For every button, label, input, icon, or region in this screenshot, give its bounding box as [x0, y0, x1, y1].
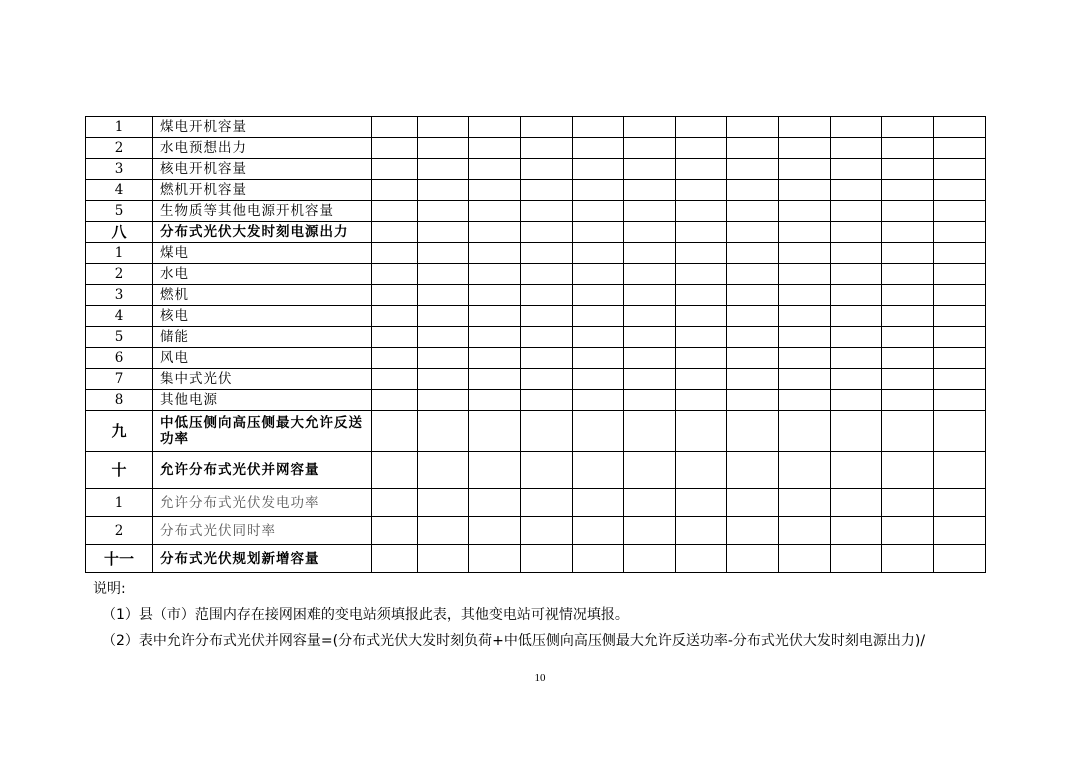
value-cell	[624, 517, 676, 545]
table-row	[86, 201, 986, 222]
value-cell	[831, 489, 882, 517]
value-cell	[418, 369, 469, 390]
value-cell	[727, 390, 779, 411]
value-cell	[779, 489, 831, 517]
value-cell	[676, 327, 727, 348]
row-number: 5	[86, 201, 153, 222]
value-cell	[573, 517, 624, 545]
value-cell	[372, 390, 418, 411]
row-number: 九	[86, 411, 153, 452]
table-row	[86, 306, 986, 327]
row-number: 2	[86, 138, 153, 159]
value-cell	[934, 545, 986, 573]
row-number: 7	[86, 369, 153, 390]
value-cell	[727, 369, 779, 390]
value-cell	[624, 285, 676, 306]
value-cell	[779, 117, 831, 138]
value-cell	[934, 201, 986, 222]
page-number: 10	[534, 672, 546, 684]
value-cell	[573, 452, 624, 489]
value-cell	[624, 138, 676, 159]
value-cell	[831, 138, 882, 159]
value-cell	[372, 545, 418, 573]
value-cell	[418, 489, 469, 517]
value-cell	[882, 138, 934, 159]
value-cell	[573, 348, 624, 369]
value-cell	[372, 201, 418, 222]
value-cell	[521, 159, 573, 180]
value-cell	[624, 159, 676, 180]
value-cell	[469, 180, 521, 201]
value-cell	[882, 306, 934, 327]
value-cell	[727, 201, 779, 222]
value-cell	[831, 159, 882, 180]
value-cell	[779, 306, 831, 327]
value-cell	[779, 545, 831, 573]
value-cell	[779, 138, 831, 159]
value-cell	[779, 390, 831, 411]
value-cell	[573, 545, 624, 573]
value-cell	[831, 222, 882, 243]
value-cell	[831, 517, 882, 545]
value-cell	[624, 180, 676, 201]
value-cell	[882, 517, 934, 545]
value-cell	[727, 285, 779, 306]
value-cell	[676, 390, 727, 411]
value-cell	[372, 285, 418, 306]
value-cell	[831, 369, 882, 390]
value-cell	[676, 222, 727, 243]
value-cell	[934, 138, 986, 159]
value-cell	[676, 411, 727, 452]
value-cell	[882, 489, 934, 517]
value-cell	[831, 264, 882, 285]
value-cell	[573, 390, 624, 411]
value-cell	[779, 327, 831, 348]
value-cell	[469, 222, 521, 243]
value-cell	[831, 285, 882, 306]
value-cell	[624, 327, 676, 348]
value-cell	[521, 390, 573, 411]
value-cell	[934, 243, 986, 264]
value-cell	[676, 369, 727, 390]
note-line-1: （1）县（市）范围内存在接网困难的变电站须填报此表，其他变电站可视情况填报。	[102, 607, 629, 623]
value-cell	[779, 264, 831, 285]
value-cell	[521, 222, 573, 243]
value-cell	[573, 327, 624, 348]
value-cell	[831, 180, 882, 201]
value-cell	[831, 545, 882, 573]
value-cell	[521, 285, 573, 306]
value-cell	[418, 159, 469, 180]
value-cell	[372, 159, 418, 180]
value-cell	[882, 348, 934, 369]
row-item-name: 煤电	[153, 243, 372, 264]
row-number: 6	[86, 348, 153, 369]
value-cell	[882, 327, 934, 348]
value-cell	[934, 180, 986, 201]
row-item-name: 中低压侧向高压侧最大允许反送功率	[153, 411, 372, 452]
value-cell	[573, 285, 624, 306]
table-row	[86, 138, 986, 159]
value-cell	[624, 222, 676, 243]
value-cell	[521, 243, 573, 264]
value-cell	[831, 306, 882, 327]
value-cell	[624, 452, 676, 489]
value-cell	[727, 452, 779, 489]
data-table	[85, 116, 986, 573]
value-cell	[418, 138, 469, 159]
value-cell	[831, 348, 882, 369]
row-item-name: 风电	[153, 348, 372, 369]
value-cell	[934, 411, 986, 452]
value-cell	[624, 545, 676, 573]
value-cell	[882, 222, 934, 243]
table-row	[86, 117, 986, 138]
row-number: 8	[86, 390, 153, 411]
value-cell	[676, 489, 727, 517]
table-row	[86, 545, 986, 573]
value-cell	[934, 285, 986, 306]
value-cell	[676, 264, 727, 285]
value-cell	[882, 390, 934, 411]
value-cell	[727, 264, 779, 285]
value-cell	[469, 243, 521, 264]
value-cell	[521, 348, 573, 369]
row-item-name: 其他电源	[153, 390, 372, 411]
value-cell	[727, 489, 779, 517]
value-cell	[573, 369, 624, 390]
row-number: 2	[86, 517, 153, 545]
value-cell	[831, 452, 882, 489]
value-cell	[882, 159, 934, 180]
row-item-name: 水电	[153, 264, 372, 285]
row-item-name: 燃机开机容量	[153, 180, 372, 201]
value-cell	[779, 411, 831, 452]
value-cell	[521, 264, 573, 285]
value-cell	[624, 348, 676, 369]
value-cell	[934, 327, 986, 348]
value-cell	[372, 517, 418, 545]
row-item-name: 分布式光伏大发时刻电源出力	[153, 222, 372, 243]
row-item-name: 生物质等其他电源开机容量	[153, 201, 372, 222]
value-cell	[521, 517, 573, 545]
notes-title: 说明:	[93, 581, 126, 597]
value-cell	[573, 180, 624, 201]
row-number: 4	[86, 180, 153, 201]
value-cell	[573, 306, 624, 327]
value-cell	[573, 264, 624, 285]
value-cell	[676, 243, 727, 264]
value-cell	[372, 348, 418, 369]
notes-section	[90, 576, 1010, 654]
value-cell	[418, 411, 469, 452]
row-number: 3	[86, 285, 153, 306]
value-cell	[469, 390, 521, 411]
value-cell	[521, 117, 573, 138]
value-cell	[573, 159, 624, 180]
value-cell	[469, 138, 521, 159]
value-cell	[624, 489, 676, 517]
value-cell	[573, 117, 624, 138]
value-cell	[779, 159, 831, 180]
value-cell	[934, 222, 986, 243]
value-cell	[779, 222, 831, 243]
value-cell	[882, 545, 934, 573]
row-item-name: 水电预想出力	[153, 138, 372, 159]
value-cell	[934, 452, 986, 489]
value-cell	[573, 138, 624, 159]
value-cell	[676, 306, 727, 327]
table-row	[86, 489, 986, 517]
value-cell	[521, 545, 573, 573]
value-cell	[779, 243, 831, 264]
value-cell	[418, 201, 469, 222]
value-cell	[727, 306, 779, 327]
table-row	[86, 222, 986, 243]
value-cell	[779, 452, 831, 489]
value-cell	[418, 117, 469, 138]
table-row	[86, 327, 986, 348]
value-cell	[469, 517, 521, 545]
value-cell	[573, 243, 624, 264]
row-number: 5	[86, 327, 153, 348]
row-number: 3	[86, 159, 153, 180]
row-item-name: 允许分布式光伏并网容量	[153, 452, 372, 489]
value-cell	[676, 117, 727, 138]
table-row	[86, 159, 986, 180]
value-cell	[882, 369, 934, 390]
value-cell	[779, 285, 831, 306]
value-cell	[469, 201, 521, 222]
value-cell	[934, 159, 986, 180]
value-cell	[469, 348, 521, 369]
row-number: 十	[86, 452, 153, 489]
value-cell	[727, 348, 779, 369]
value-cell	[934, 390, 986, 411]
table-row	[86, 348, 986, 369]
value-cell	[372, 117, 418, 138]
value-cell	[934, 117, 986, 138]
value-cell	[882, 285, 934, 306]
value-cell	[372, 180, 418, 201]
table-row	[86, 264, 986, 285]
value-cell	[469, 489, 521, 517]
value-cell	[372, 411, 418, 452]
value-cell	[831, 327, 882, 348]
value-cell	[418, 285, 469, 306]
value-cell	[882, 411, 934, 452]
value-cell	[727, 222, 779, 243]
value-cell	[831, 243, 882, 264]
value-cell	[469, 285, 521, 306]
value-cell	[521, 369, 573, 390]
value-cell	[573, 489, 624, 517]
value-cell	[676, 285, 727, 306]
row-item-name: 燃机	[153, 285, 372, 306]
value-cell	[521, 327, 573, 348]
value-cell	[727, 517, 779, 545]
value-cell	[831, 390, 882, 411]
value-cell	[676, 159, 727, 180]
value-cell	[521, 180, 573, 201]
table-row	[86, 517, 986, 545]
row-number: 十一	[86, 545, 153, 573]
value-cell	[934, 489, 986, 517]
row-number: 1	[86, 117, 153, 138]
value-cell	[469, 264, 521, 285]
value-cell	[779, 369, 831, 390]
row-number: 2	[86, 264, 153, 285]
value-cell	[372, 138, 418, 159]
table-row	[86, 390, 986, 411]
value-cell	[727, 327, 779, 348]
row-item-name: 允许分布式光伏发电功率	[153, 489, 372, 517]
value-cell	[469, 306, 521, 327]
row-number: 1	[86, 489, 153, 517]
value-cell	[676, 452, 727, 489]
value-cell	[624, 117, 676, 138]
value-cell	[418, 327, 469, 348]
value-cell	[779, 201, 831, 222]
table-row	[86, 369, 986, 390]
row-number: 八	[86, 222, 153, 243]
row-item-name: 储能	[153, 327, 372, 348]
value-cell	[779, 517, 831, 545]
row-item-name: 分布式光伏规划新增容量	[153, 545, 372, 573]
value-cell	[779, 348, 831, 369]
value-cell	[372, 327, 418, 348]
value-cell	[882, 452, 934, 489]
value-cell	[727, 138, 779, 159]
value-cell	[573, 201, 624, 222]
table-row	[86, 452, 986, 489]
row-item-name: 集中式光伏	[153, 369, 372, 390]
value-cell	[624, 264, 676, 285]
value-cell	[882, 264, 934, 285]
value-cell	[676, 201, 727, 222]
value-cell	[676, 348, 727, 369]
value-cell	[934, 264, 986, 285]
value-cell	[372, 452, 418, 489]
value-cell	[934, 348, 986, 369]
value-cell	[418, 348, 469, 369]
value-cell	[372, 369, 418, 390]
value-cell	[624, 390, 676, 411]
row-number: 1	[86, 243, 153, 264]
value-cell	[372, 489, 418, 517]
value-cell	[469, 117, 521, 138]
value-cell	[573, 222, 624, 243]
value-cell	[418, 243, 469, 264]
value-cell	[934, 517, 986, 545]
row-item-name: 核电开机容量	[153, 159, 372, 180]
value-cell	[624, 201, 676, 222]
value-cell	[418, 264, 469, 285]
value-cell	[934, 306, 986, 327]
value-cell	[469, 369, 521, 390]
row-number: 4	[86, 306, 153, 327]
row-item-name: 分布式光伏同时率	[153, 517, 372, 545]
value-cell	[418, 390, 469, 411]
value-cell	[831, 117, 882, 138]
value-cell	[418, 517, 469, 545]
value-cell	[469, 159, 521, 180]
value-cell	[469, 411, 521, 452]
value-cell	[521, 411, 573, 452]
value-cell	[727, 117, 779, 138]
note-line-2: （2）表中允许分布式光伏并网容量=(分布式光伏大发时刻负荷+中低压侧向高压侧最大允许反送功率-分布式光伏大发时刻电源出力)/	[102, 633, 926, 649]
value-cell	[521, 201, 573, 222]
value-cell	[418, 180, 469, 201]
table-row	[86, 411, 986, 452]
value-cell	[676, 138, 727, 159]
value-cell	[676, 517, 727, 545]
value-cell	[624, 411, 676, 452]
value-cell	[624, 369, 676, 390]
value-cell	[676, 545, 727, 573]
value-cell	[521, 138, 573, 159]
value-cell	[727, 180, 779, 201]
table-row	[86, 243, 986, 264]
value-cell	[521, 489, 573, 517]
table-row	[86, 285, 986, 306]
value-cell	[418, 306, 469, 327]
table-row	[86, 180, 986, 201]
value-cell	[779, 180, 831, 201]
value-cell	[469, 327, 521, 348]
value-cell	[624, 243, 676, 264]
value-cell	[727, 159, 779, 180]
value-cell	[418, 222, 469, 243]
value-cell	[469, 452, 521, 489]
value-cell	[882, 243, 934, 264]
value-cell	[831, 201, 882, 222]
row-item-name: 核电	[153, 306, 372, 327]
value-cell	[418, 545, 469, 573]
value-cell	[727, 243, 779, 264]
value-cell	[573, 411, 624, 452]
value-cell	[676, 180, 727, 201]
value-cell	[882, 201, 934, 222]
value-cell	[831, 411, 882, 452]
value-cell	[372, 264, 418, 285]
value-cell	[882, 117, 934, 138]
value-cell	[372, 306, 418, 327]
value-cell	[727, 545, 779, 573]
value-cell	[469, 545, 521, 573]
value-cell	[624, 306, 676, 327]
value-cell	[521, 306, 573, 327]
value-cell	[418, 452, 469, 489]
value-cell	[372, 222, 418, 243]
value-cell	[727, 411, 779, 452]
row-item-name: 煤电开机容量	[153, 117, 372, 138]
value-cell	[882, 180, 934, 201]
value-cell	[934, 369, 986, 390]
value-cell	[372, 243, 418, 264]
value-cell	[521, 452, 573, 489]
